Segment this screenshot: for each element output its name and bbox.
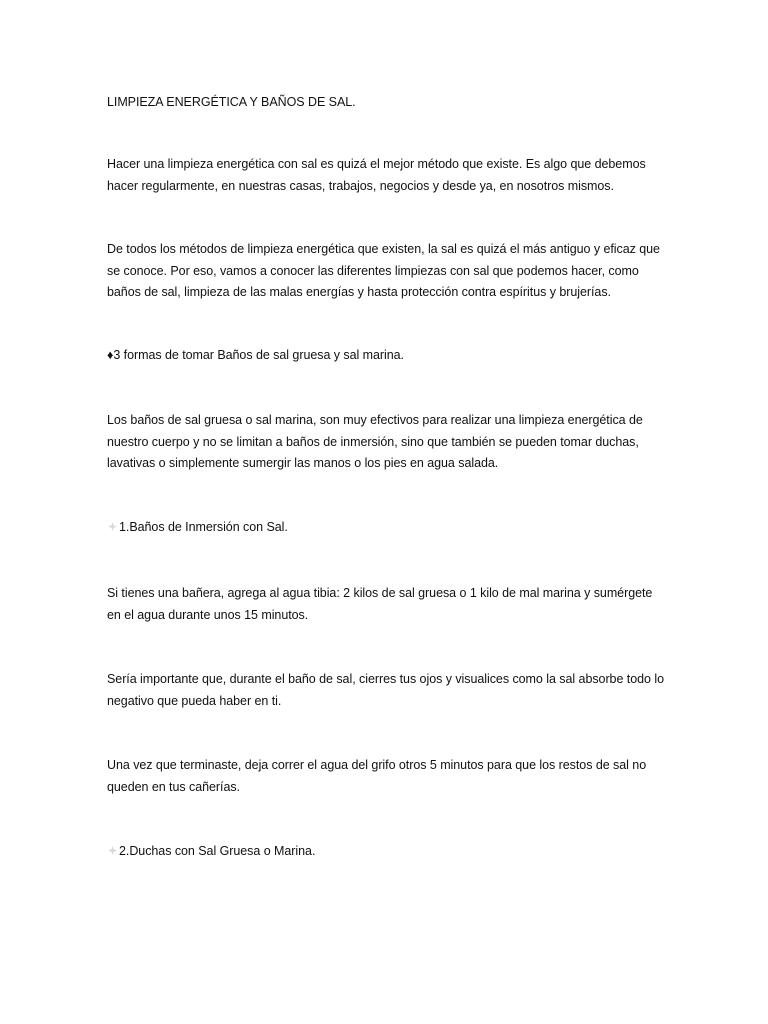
subheading-showers-label: 2.Duchas con Sal Gruesa o Marina. (119, 844, 316, 858)
subheading-showers (107, 841, 667, 863)
paragraph-visualize: Sería importante que, durante el baño de sal, cierres tus ojos y visualices como la sal absorbe todo lo negativo que pueda haber en ti. (107, 672, 664, 708)
subheading-immersion-label: 1.Baños de Inmersión con Sal. (119, 520, 288, 534)
paragraph-faucet: Una vez que terminaste, deja correr el agua del grifo otros 5 minutos para que los restos de sal no queden en tus cañerías. (107, 758, 647, 794)
paragraph-methods: De todos los métodos de limpieza energética que existen, la sal es quizá el más antiguo y eficaz que se conoce. Por eso, vamos a conocer las diferentes limpiezas con sal que podemos hacer, como baños de sal, limpieza de las malas energías y hasta protección contra espíritus y brujerías. (107, 242, 660, 299)
document-title: LIMPIEZA ENERGÉTICA Y BAÑOS DE SAL. (107, 95, 356, 109)
subheading-immersion (107, 517, 667, 539)
sparkle-icon (107, 521, 118, 532)
paragraph-intro: Hacer una limpieza energética con sal es quizá el mejor método que existe. Es algo que debemos hacer regularmente, en nuestras casas, trabajos, negocios y desde ya, en nosotros mismos. (107, 157, 646, 193)
paragraph-bathtub: Si tienes una bañera, agrega al agua tibia: 2 kilos de sal gruesa o 1 kilo de mal marina y sumérgete en el agua durante unos 15 minutos. (107, 586, 653, 622)
sparkle-icon (107, 845, 118, 856)
section-heading: ♦3 formas de tomar Baños de sal gruesa y sal marina. (107, 348, 404, 362)
paragraph-bath-types: Los baños de sal gruesa o sal marina, son muy efectivos para realizar una limpieza energética de nuestro cuerpo y no se limitan a baños de inmersión, sino que también se pueden tomar duchas, lavativas o simplemente sumergir las manos o los pies en agua salada. (107, 413, 643, 470)
